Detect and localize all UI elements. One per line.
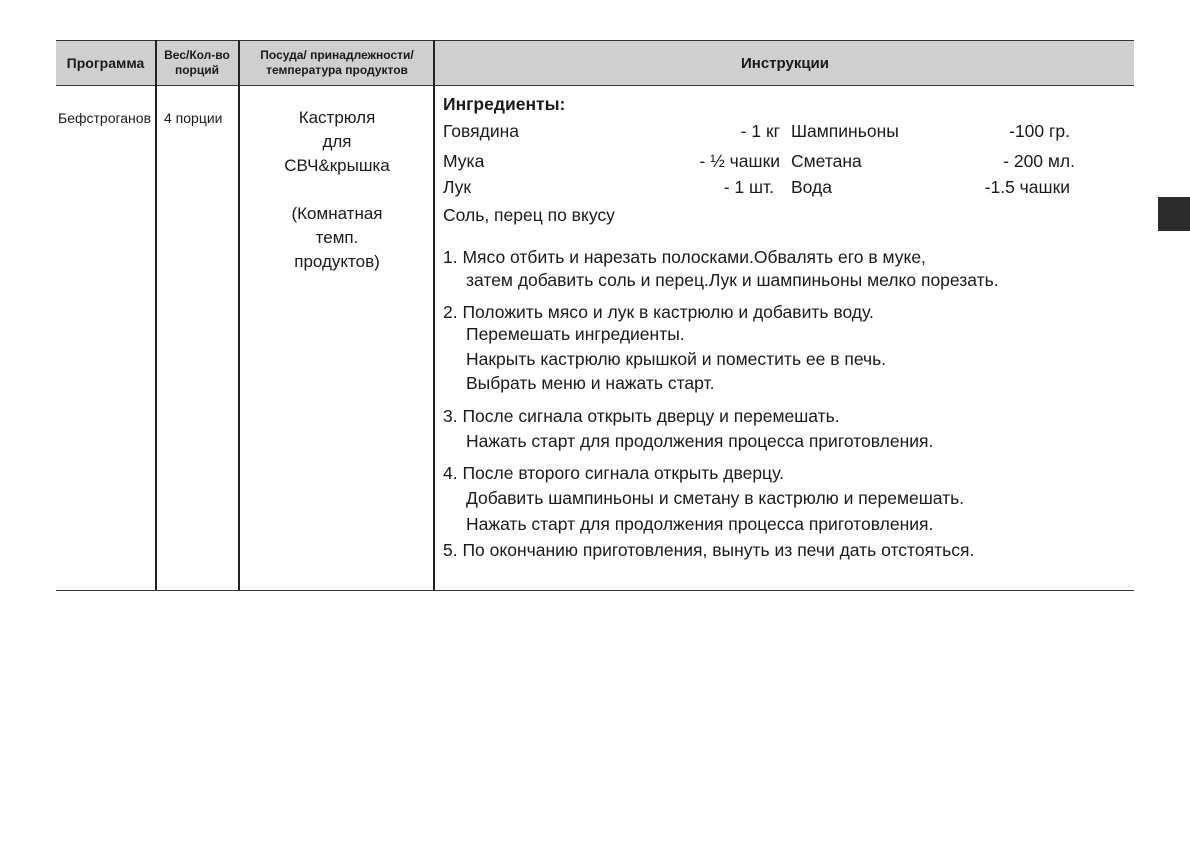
section-tab-marker (1158, 197, 1190, 231)
table-bottom-rule (56, 590, 1134, 591)
header-utensils-line2: температура продуктов (266, 63, 408, 77)
step-line: Накрыть кастрюлю крышкой и поместить ее в печь. (466, 349, 887, 369)
temperature-line: продуктов) (294, 252, 380, 271)
ingredient-name: Шампиньоны (791, 121, 899, 141)
portions: 4 порции (164, 110, 223, 126)
header-utensils-line1: Посуда/ принадлежности/ (260, 48, 414, 62)
utensils-line: СВЧ&крышка (284, 156, 390, 175)
ingredient-name: Сметана (791, 151, 862, 171)
header-weight (157, 41, 237, 85)
step-line: Нажать старт для продолжения процесса приготовления. (466, 514, 934, 534)
step-line: 4. После второго сигнала открыть дверцу. (443, 463, 784, 483)
ingredient-qty: - 1 шт. (723, 177, 774, 197)
table-header (56, 40, 1134, 86)
step-line: 2. Положить мясо и лук в кастрюлю и добавить воду. (443, 302, 874, 322)
ingredient-qty: -1.5 чашки (984, 177, 1070, 197)
step-line: Выбрать меню и нажать старт. (466, 373, 715, 393)
ingredient-name: Лук (443, 177, 472, 197)
header-weight-line2: порций (174, 63, 220, 77)
utensils-line: Кастрюля (298, 108, 376, 127)
step-line: Нажать старт для продолжения процесса приготовления. (466, 431, 934, 451)
utensils-line: для (322, 132, 352, 151)
ingredient-qty: -100 гр. (1009, 121, 1070, 141)
step-line: Перемешать ингредиенты. (466, 324, 685, 344)
step-line: 1. Мясо отбить и нарезать полосками.Обвалять его в муке, (443, 247, 926, 267)
temperature-line: темп. (315, 228, 359, 247)
ingredient-name: Говядина (443, 121, 519, 141)
temperature-text (240, 202, 434, 274)
step-line: 3. После сигнала открыть дверцу и перемешать. (443, 406, 840, 426)
ingredients-title: Ингредиенты: (443, 94, 566, 114)
header-instructions: Инструкции (740, 54, 829, 72)
program-name: Бефстроганов (58, 110, 152, 126)
step-line: 5. По окончанию приготовления, вынуть из печи дать отстояться. (443, 540, 975, 560)
ingredient-qty: - 200 мл. (1003, 151, 1075, 171)
ingredient-qty: - ½ чашки (699, 151, 780, 171)
step-line: Добавить шампиньоны и сметану в кастрюлю и перемешать. (466, 488, 965, 508)
header-utensils (240, 41, 434, 85)
temperature-line: (Комнатная (291, 204, 383, 223)
column-divider (155, 40, 157, 591)
ingredient-name: Мука (443, 151, 485, 171)
header-program: Программа (66, 54, 145, 71)
header-weight-line1: Вес/Кол-во (164, 48, 230, 62)
step-line: затем добавить соль и перец.Лук и шампиньоны мелко порезать. (466, 270, 999, 290)
utensils-text (240, 106, 434, 178)
ingredient-name: Вода (791, 177, 832, 197)
seasoning-line: Соль, перец по вкусу (443, 205, 615, 225)
ingredient-qty: - 1 кг (740, 121, 780, 141)
